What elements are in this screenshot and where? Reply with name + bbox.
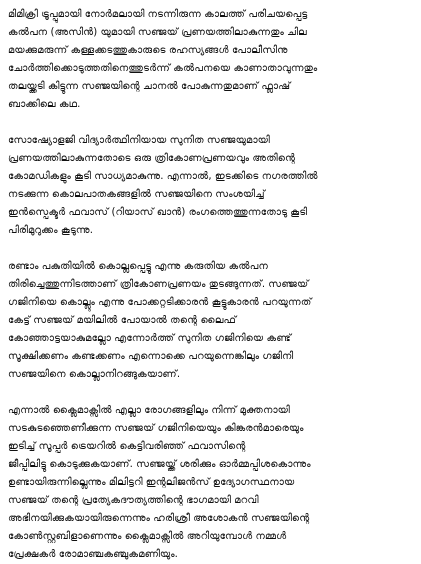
text-line: മിമിക്രി ട്രൂപ്പുമായി നോർമലായി നടന്നിരുന്ന കാലത്ത് പരിചയപ്പെട്ട	[8, 9, 308, 20]
text-line: കേട്ട് സഞ്ജയ് മയിലിൽ പോയാൽ തന്റെ ലൈഫ്	[8, 315, 237, 326]
text-line: സഞ്ജയ് തന്റെ പ്രത്യേകദൗത്യത്തിന്റെ ഭാഗമായി മറവി	[8, 495, 259, 506]
text-line: എന്നാൽ ക്ലൈമാക്സിൽ എല്ലാ രോഗങ്ങളിലും നിന്ന് മുക്തനായി	[8, 405, 290, 416]
text-line: ഇൻസ്പെക്ടർ ഫവാസ് (റിയാസ് ഖാൻ) രംഗത്തെത്തുന്നതോടു കൂടി	[8, 207, 308, 218]
paragraph-3	[8, 258, 413, 384]
paragraph-2	[8, 132, 413, 240]
text-line: ഉണ്ടായിരുന്നില്ലെന്നും മിലിട്ടറി ഇന്റലിജൻസ് ഉദ്യോഗസ്ഥനായ	[8, 477, 295, 488]
text-line: സഞ്ജയിനെ കൊല്ലാനിറങ്ങുകയാണ്.	[8, 369, 181, 380]
text-line: പ്രേക്ഷകർ രോമാഞ്ചകഞ്ചുകമണിയും.	[8, 549, 178, 560]
text-line: പ്രണയത്തിലാകുന്നതോടെ ഒരു ത്രികോണപ്രണയവും അതിന്റെ	[8, 153, 296, 164]
text-line: ചോർത്തിക്കൊടുത്തതിനെത്തുടർന്ന് കൽപനയെ കാണാതാവുന്നതും	[8, 63, 318, 74]
text-line: നടക്കുന്ന കൊലപാതകങ്ങളിൽ സഞ്ജയിനെ സംശയിച്ച്	[8, 189, 265, 200]
text-line: രണ്ടാം പകുതിയിൽ കൊല്ലപ്പെട്ടു എന്നു കരുതിയ കൽപന	[8, 261, 268, 272]
text-line: ഇടിച്ച് സൂപ്പർ ട്രെയറിൽ കെട്ടിവരിഞ്ഞ് ഫവാസിന്റെ	[8, 441, 246, 452]
text-line: ജീപ്പിലിട്ടു കൊടുക്കുകയാണ്. സഞ്ജയ്ക്ക് ശരിക്കും ഓർമ്മപ്പിശകൊന്നും	[8, 459, 311, 470]
paragraph-1	[8, 6, 413, 114]
paragraph-gap	[8, 114, 413, 132]
text-line: മയക്കുമരുന്ന് കള്ളക്കടത്തുകാരുടെ രഹസ്യങ്ങൾ പോലീസിനു	[8, 45, 288, 56]
text-line: സോഷ്യോളജി വിദ്യാർത്ഥിനിയായ സുനിത സഞ്ജയുമായി	[8, 135, 270, 146]
text-line: തിരിച്ചെത്തുന്നിടത്താണ് ത്രികോണപ്രണയം തുടങ്ങുന്നത്. സഞ്ജയ്	[8, 279, 309, 290]
text-line: സടകുടഞ്ഞെണീക്കുന്ന സഞ്ജയ് ഗജിനിയെയും കിങ്കരൻമാരെയും	[8, 423, 304, 434]
paragraph-gap	[8, 240, 413, 258]
text-line: പിരിമുറുക്കം കൂടുന്നു.	[8, 225, 93, 236]
text-line: കോമഡികളും കൂടി സാധ്യമാകുന്നു. എന്നാൽ, ഇടക്കിടെ നഗരത്തിൽ	[8, 171, 318, 182]
text-line: തലയ്ക്കടി കിട്ടുന്ന സഞ്ജയിന്റെ ചാനൽ പോകുന്നതുമാണ് ഫ്ലാഷ്	[8, 81, 291, 92]
text-line: കൽപന (അസിൻ) യുമായി സഞ്ജയ് പ്രണയത്തിലാകുന്നതും ചില	[8, 27, 307, 38]
text-line: ബാക്കിലെ കഥ.	[8, 99, 81, 110]
text-line: അഭിനയിക്കുകയായിരുന്നെന്നും ഹരിശ്രീ അശോകൻ സഞ്ജയിന്റെ	[8, 513, 310, 524]
paragraph-4	[8, 402, 413, 564]
text-line: കോഞ്ഞാട്ടയാകുമല്ലോ എന്നോർത്ത് സുനിത ഗജിനിയെ കണ്ട്	[8, 333, 291, 344]
text-line: കോൺസ്റ്റബിളാണെന്നും ക്ലൈമാക്സിൽ അറിയുമ്പോൾ നമ്മൾ	[8, 531, 287, 542]
text-line: സൂക്ഷിക്കണം കണ്ടക്കണം എന്നൊക്കെ പറയുന്നെങ്കിലും ഗജിനി	[8, 351, 294, 362]
text-line: ഗജിനിയെ കൊല്ലും എന്നു പോക്കറ്റടിക്കാരൻ കൂട്ടുകാരൻ പറയുന്നത്	[8, 297, 312, 308]
paragraph-gap	[8, 384, 413, 402]
